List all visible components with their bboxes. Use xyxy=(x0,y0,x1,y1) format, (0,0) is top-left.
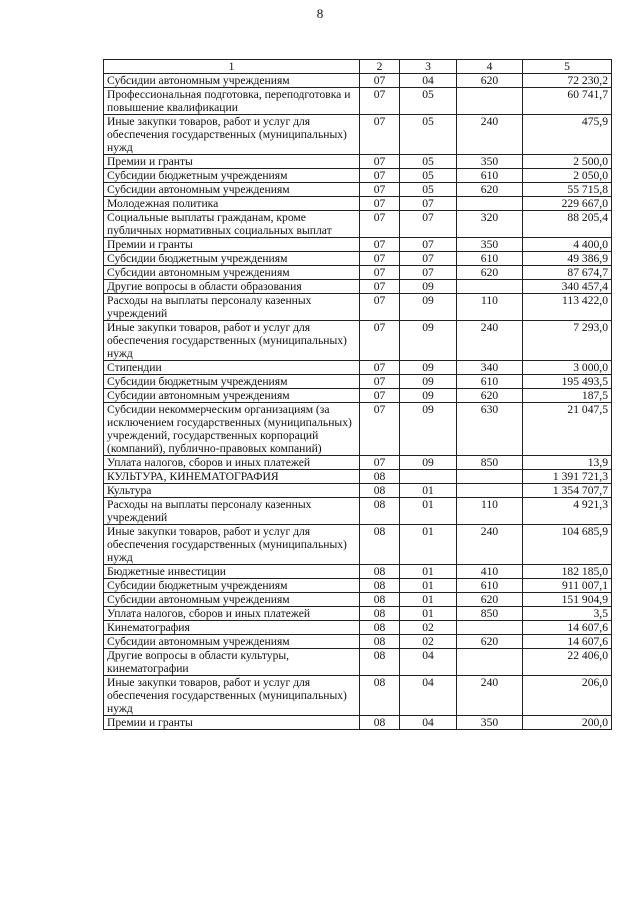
row-expense-type xyxy=(457,649,523,676)
header-col-1: 1 xyxy=(104,60,360,74)
table-body xyxy=(104,74,612,730)
row-name: Другие вопросы в области образования xyxy=(104,280,360,294)
row-section: 07 xyxy=(360,266,400,280)
table-row xyxy=(104,607,612,621)
row-expense-type: 350 xyxy=(457,155,523,169)
row-name: Иные закупки товаров, работ и услуг для обеспечения государственных (муниципальных) нужд xyxy=(104,115,360,155)
row-name: Уплата налогов, сборов и иных платежей xyxy=(104,607,360,621)
row-name: Субсидии автономным учреждениям xyxy=(104,593,360,607)
row-name: Субсидии автономным учреждениям xyxy=(104,183,360,197)
table-row xyxy=(104,635,612,649)
row-amount: 55 715,8 xyxy=(523,183,612,197)
row-expense-type xyxy=(457,197,523,211)
row-subsection: 01 xyxy=(400,525,457,565)
row-expense-type xyxy=(457,484,523,498)
row-section: 07 xyxy=(360,169,400,183)
row-subsection: 02 xyxy=(400,621,457,635)
row-name: Другие вопросы в области культуры, кинематографии xyxy=(104,649,360,676)
table-row xyxy=(104,88,612,115)
table-row xyxy=(104,621,612,635)
row-expense-type: 240 xyxy=(457,525,523,565)
header-col-2: 2 xyxy=(360,60,400,74)
row-amount: 21 047,5 xyxy=(523,403,612,456)
row-name: Иные закупки товаров, работ и услуг для обеспечения государственных (муниципальных) нужд xyxy=(104,676,360,716)
row-section: 07 xyxy=(360,74,400,88)
row-subsection: 05 xyxy=(400,115,457,155)
row-section: 07 xyxy=(360,252,400,266)
header-col-5: 5 xyxy=(523,60,612,74)
row-name: Уплата налогов, сборов и иных платежей xyxy=(104,456,360,470)
row-subsection: 09 xyxy=(400,321,457,361)
row-name: Субсидии бюджетным учреждениям xyxy=(104,169,360,183)
row-subsection: 09 xyxy=(400,361,457,375)
row-expense-type: 320 xyxy=(457,211,523,238)
row-expense-type: 630 xyxy=(457,403,523,456)
row-name: Социальные выплаты гражданам, кроме публичных нормативных социальных выплат xyxy=(104,211,360,238)
row-name: Расходы на выплаты персоналу казенных учреждений xyxy=(104,498,360,525)
row-section: 07 xyxy=(360,389,400,403)
row-subsection: 02 xyxy=(400,635,457,649)
row-expense-type: 620 xyxy=(457,389,523,403)
row-expense-type: 340 xyxy=(457,361,523,375)
row-subsection: 09 xyxy=(400,389,457,403)
row-expense-type: 410 xyxy=(457,565,523,579)
row-amount: 7 293,0 xyxy=(523,321,612,361)
row-section: 07 xyxy=(360,403,400,456)
row-section: 07 xyxy=(360,294,400,321)
table-row xyxy=(104,252,612,266)
row-amount: 104 685,9 xyxy=(523,525,612,565)
row-section: 08 xyxy=(360,649,400,676)
table-row xyxy=(104,525,612,565)
table-row xyxy=(104,115,612,155)
row-subsection: 01 xyxy=(400,498,457,525)
row-subsection: 09 xyxy=(400,280,457,294)
row-section: 08 xyxy=(360,676,400,716)
row-name: Премии и гранты xyxy=(104,238,360,252)
table-row xyxy=(104,375,612,389)
row-section: 07 xyxy=(360,375,400,389)
row-subsection: 01 xyxy=(400,593,457,607)
table-row xyxy=(104,716,612,730)
row-subsection: 05 xyxy=(400,169,457,183)
row-section: 08 xyxy=(360,607,400,621)
row-amount: 200,0 xyxy=(523,716,612,730)
row-subsection: 01 xyxy=(400,565,457,579)
row-expense-type: 350 xyxy=(457,238,523,252)
row-subsection: 01 xyxy=(400,607,457,621)
header-col-3: 3 xyxy=(400,60,457,74)
row-amount: 206,0 xyxy=(523,676,612,716)
row-expense-type: 850 xyxy=(457,456,523,470)
row-section: 08 xyxy=(360,470,400,484)
row-amount: 1 391 721,3 xyxy=(523,470,612,484)
row-section: 07 xyxy=(360,155,400,169)
row-amount: 340 457,4 xyxy=(523,280,612,294)
row-subsection: 05 xyxy=(400,183,457,197)
row-section: 08 xyxy=(360,525,400,565)
row-expense-type: 350 xyxy=(457,716,523,730)
row-expense-type: 240 xyxy=(457,676,523,716)
header-col-4: 4 xyxy=(457,60,523,74)
row-name: Субсидии автономным учреждениям xyxy=(104,74,360,88)
row-name: Субсидии бюджетным учреждениям xyxy=(104,252,360,266)
table-row xyxy=(104,470,612,484)
table-row xyxy=(104,266,612,280)
row-name: Молодежная политика xyxy=(104,197,360,211)
row-expense-type: 110 xyxy=(457,294,523,321)
row-amount: 2 500,0 xyxy=(523,155,612,169)
row-expense-type: 620 xyxy=(457,266,523,280)
row-amount: 4 921,3 xyxy=(523,498,612,525)
row-subsection: 07 xyxy=(400,211,457,238)
row-section: 07 xyxy=(360,361,400,375)
row-expense-type: 610 xyxy=(457,169,523,183)
row-expense-type: 610 xyxy=(457,252,523,266)
row-section: 07 xyxy=(360,115,400,155)
row-expense-type: 620 xyxy=(457,593,523,607)
row-subsection: 07 xyxy=(400,238,457,252)
row-section: 07 xyxy=(360,321,400,361)
row-name: Расходы на выплаты персоналу казенных учреждений xyxy=(104,294,360,321)
row-amount: 4 400,0 xyxy=(523,238,612,252)
row-name: Иные закупки товаров, работ и услуг для обеспечения государственных (муниципальных) нужд xyxy=(104,525,360,565)
row-subsection: 04 xyxy=(400,649,457,676)
row-name: Субсидии автономным учреждениям xyxy=(104,266,360,280)
row-expense-type: 620 xyxy=(457,183,523,197)
row-subsection: 07 xyxy=(400,266,457,280)
row-name: Бюджетные инвестиции xyxy=(104,565,360,579)
row-expense-type: 110 xyxy=(457,498,523,525)
row-expense-type xyxy=(457,470,523,484)
row-amount: 14 607,6 xyxy=(523,635,612,649)
row-section: 08 xyxy=(360,565,400,579)
table-row xyxy=(104,389,612,403)
row-subsection: 07 xyxy=(400,197,457,211)
table-header xyxy=(104,60,612,74)
row-amount: 195 493,5 xyxy=(523,375,612,389)
table-row xyxy=(104,403,612,456)
row-amount: 22 406,0 xyxy=(523,649,612,676)
row-expense-type: 620 xyxy=(457,635,523,649)
row-expense-type: 610 xyxy=(457,375,523,389)
row-expense-type: 610 xyxy=(457,579,523,593)
row-subsection: 01 xyxy=(400,484,457,498)
table-row xyxy=(104,456,612,470)
row-name: Субсидии некоммерческим организациям (за исключением государственных (муниципальных) учреждений, государственных корпораций (компаний), публично-правовых компаний) xyxy=(104,403,360,456)
table-row xyxy=(104,238,612,252)
row-amount: 87 674,7 xyxy=(523,266,612,280)
budget-table xyxy=(103,59,612,730)
table-row xyxy=(104,169,612,183)
table-row xyxy=(104,498,612,525)
page-number: 8 xyxy=(316,6,324,21)
row-section: 08 xyxy=(360,498,400,525)
row-amount: 187,5 xyxy=(523,389,612,403)
row-subsection xyxy=(400,470,457,484)
row-name: Премии и гранты xyxy=(104,716,360,730)
table-row xyxy=(104,211,612,238)
row-amount: 49 386,9 xyxy=(523,252,612,266)
table-row xyxy=(104,321,612,361)
row-amount: 113 422,0 xyxy=(523,294,612,321)
row-subsection: 09 xyxy=(400,294,457,321)
row-section: 07 xyxy=(360,183,400,197)
table-row xyxy=(104,579,612,593)
row-amount: 475,9 xyxy=(523,115,612,155)
row-amount: 151 904,9 xyxy=(523,593,612,607)
row-subsection: 04 xyxy=(400,676,457,716)
row-name: Премии и гранты xyxy=(104,155,360,169)
row-name: КУЛЬТУРА, КИНЕМАТОГРАФИЯ xyxy=(104,470,360,484)
row-expense-type xyxy=(457,88,523,115)
row-section: 08 xyxy=(360,593,400,607)
row-subsection: 04 xyxy=(400,74,457,88)
row-section: 08 xyxy=(360,621,400,635)
row-section: 08 xyxy=(360,579,400,593)
row-name: Субсидии автономным учреждениям xyxy=(104,635,360,649)
row-section: 07 xyxy=(360,238,400,252)
row-subsection: 09 xyxy=(400,403,457,456)
table-row xyxy=(104,74,612,88)
row-name: Иные закупки товаров, работ и услуг для обеспечения государственных (муниципальных) нужд xyxy=(104,321,360,361)
row-section: 08 xyxy=(360,716,400,730)
table-row xyxy=(104,280,612,294)
row-amount: 1 354 707,7 xyxy=(523,484,612,498)
table-row xyxy=(104,155,612,169)
row-subsection: 09 xyxy=(400,375,457,389)
table-row xyxy=(104,294,612,321)
row-amount: 60 741,7 xyxy=(523,88,612,115)
row-name: Культура xyxy=(104,484,360,498)
row-name: Профессиональная подготовка, переподготовка и повышение квалификации xyxy=(104,88,360,115)
table-row xyxy=(104,361,612,375)
row-amount: 182 185,0 xyxy=(523,565,612,579)
row-amount: 911 007,1 xyxy=(523,579,612,593)
row-subsection: 09 xyxy=(400,456,457,470)
row-expense-type: 850 xyxy=(457,607,523,621)
row-expense-type xyxy=(457,280,523,294)
row-subsection: 04 xyxy=(400,716,457,730)
row-section: 07 xyxy=(360,88,400,115)
row-expense-type: 240 xyxy=(457,115,523,155)
row-subsection: 07 xyxy=(400,252,457,266)
row-name: Субсидии бюджетным учреждениям xyxy=(104,375,360,389)
header-row xyxy=(104,60,612,74)
row-amount: 14 607,6 xyxy=(523,621,612,635)
table-row xyxy=(104,484,612,498)
row-section: 07 xyxy=(360,197,400,211)
row-section: 07 xyxy=(360,211,400,238)
row-expense-type: 240 xyxy=(457,321,523,361)
row-section: 08 xyxy=(360,484,400,498)
row-amount: 88 205,4 xyxy=(523,211,612,238)
row-expense-type xyxy=(457,621,523,635)
row-name: Стипендии xyxy=(104,361,360,375)
table-row xyxy=(104,649,612,676)
row-subsection: 05 xyxy=(400,88,457,115)
row-amount: 3,5 xyxy=(523,607,612,621)
table-row xyxy=(104,197,612,211)
row-amount: 3 000,0 xyxy=(523,361,612,375)
row-amount: 72 230,2 xyxy=(523,74,612,88)
row-expense-type: 620 xyxy=(457,74,523,88)
table-row xyxy=(104,565,612,579)
row-name: Субсидии автономным учреждениям xyxy=(104,389,360,403)
row-amount: 13,9 xyxy=(523,456,612,470)
row-section: 08 xyxy=(360,635,400,649)
row-amount: 2 050,0 xyxy=(523,169,612,183)
row-amount: 229 667,0 xyxy=(523,197,612,211)
row-name: Субсидии бюджетным учреждениям xyxy=(104,579,360,593)
row-section: 07 xyxy=(360,280,400,294)
table-row xyxy=(104,593,612,607)
table-row xyxy=(104,183,612,197)
row-section: 07 xyxy=(360,456,400,470)
row-subsection: 05 xyxy=(400,155,457,169)
table-row xyxy=(104,676,612,716)
row-subsection: 01 xyxy=(400,579,457,593)
row-name: Кинематография xyxy=(104,621,360,635)
